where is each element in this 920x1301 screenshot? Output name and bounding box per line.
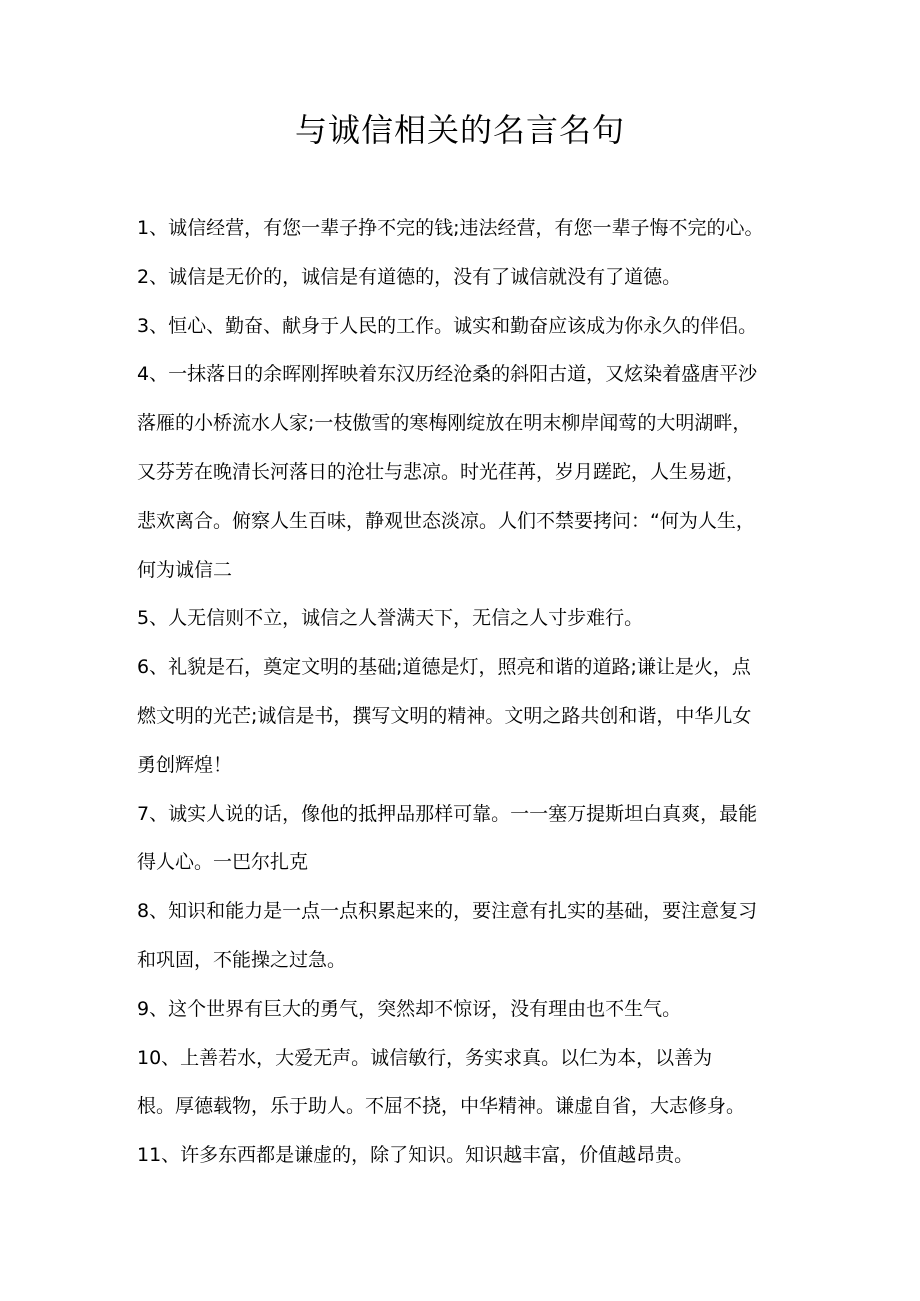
text-line: 燃文明的光芒;诚信是书，撰写文明的精神。文明之路共创和谐，中华儿女 [137, 704, 752, 727]
text-line: 5、人无信则不立，诚信之人誉满天下，无信之人寸步难行。 [137, 607, 644, 630]
text-line: 落雁的小桥流水人家;一枝傲雪的寒梅刚绽放在明末柳岸闻莺的大明湖畔， [137, 412, 752, 435]
quote-list [137, 204, 800, 1180]
text-line: 根。厚德载物，乐于助人。不屈不挠，中华精神。谦虚自省，大志修身。 [137, 1095, 746, 1118]
text-line: 和巩固，不能操之过急。 [137, 948, 347, 971]
text-line: 又芬芳在晚清长河落日的沧壮与悲凉。时光荏苒，岁月蹉跎，人生易逝， [137, 460, 746, 483]
text-line: 6、礼貌是石，奠定文明的基础;道德是灯，照亮和谐的道路;谦让是火，点 [137, 656, 751, 679]
text-line: 勇创辉煌！ [137, 753, 233, 776]
text-line: 9、这个世界有巨大的勇气，突然却不惊讶，没有理由也不生气。 [137, 997, 682, 1020]
page-title: 与诚信相关的名言名句 [294, 111, 625, 149]
text-line: 7、诚实人说的话，像他的抵押品那样可靠。一一塞万提斯坦白真爽，最能 [137, 802, 758, 825]
text-line: 4、一抹落日的余晖刚挥映着东汉历经沧桑的斜阳古道，又炫染着盛唐平沙 [137, 363, 758, 386]
text-line: 3、恒心、勤奋、献身于人民的工作。诚实和勤奋应该成为你永久的伴侣。 [137, 314, 758, 337]
text-line: 11、许多东西都是谦虚的，除了知识。知识越丰富，价值越昂贵。 [137, 1144, 694, 1167]
text-line: 1、诚信经营，有您一辈子挣不完的钱;违法经营，有您一辈子悔不完的心。 [137, 217, 764, 239]
text-line: 10、上善若水，大爱无声。诚信敏行，务实求真。以仁为本，以善为 [137, 1046, 713, 1069]
text-line: 何为诚信二 [137, 558, 233, 581]
text-line: 得人心。一巴尔扎克 [137, 851, 309, 874]
text-line: 2、诚信是无价的，诚信是有道德的，没有了诚信就没有了道德。 [137, 265, 682, 288]
text-line: 8、知识和能力是一点一点积累起来的，要注意有扎实的基础，要注意复习 [137, 900, 758, 923]
text-line: 悲欢离合。俯察人生百味，静观世态淡凉。人们不禁要拷问：“何为人生， [137, 509, 755, 532]
